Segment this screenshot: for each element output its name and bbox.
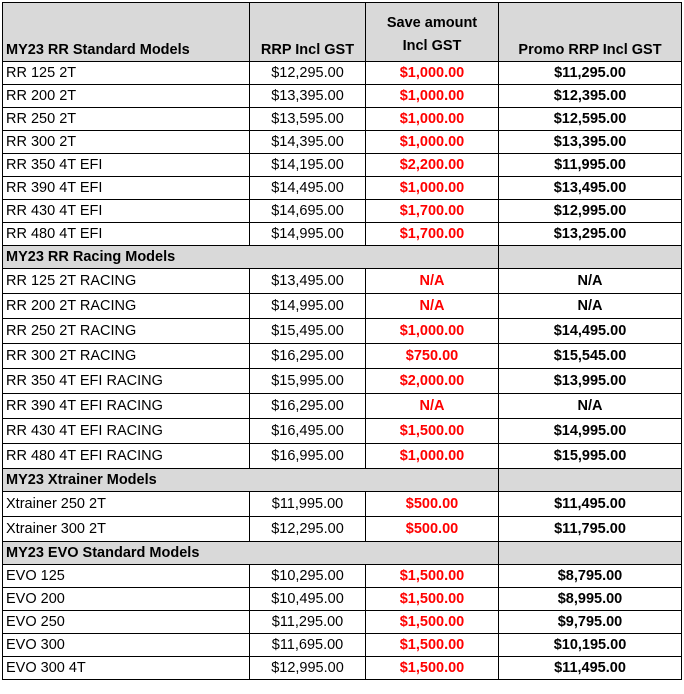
save-cell: $2,200.00 (366, 154, 499, 177)
promo-cell: N/A (499, 269, 682, 294)
promo-cell: $12,995.00 (499, 200, 682, 223)
save-cell: N/A (366, 294, 499, 319)
promo-cell: $8,995.00 (499, 588, 682, 611)
promo-cell: $8,795.00 (499, 565, 682, 588)
table-row (3, 517, 682, 542)
rrp-cell: $12,995.00 (250, 657, 366, 680)
table-row (3, 269, 682, 294)
rrp-cell: $14,695.00 (250, 200, 366, 223)
header-row (3, 3, 682, 62)
table-row (3, 657, 682, 680)
save-cell: $1,500.00 (366, 634, 499, 657)
promo-cell: $11,495.00 (499, 657, 682, 680)
save-cell: $750.00 (366, 344, 499, 369)
model-cell: RR 250 2T RACING (3, 319, 250, 344)
model-cell: RR 125 2T (3, 62, 250, 85)
save-cell: $1,500.00 (366, 657, 499, 680)
model-cell: RR 300 2T (3, 131, 250, 154)
promo-cell: $11,295.00 (499, 62, 682, 85)
model-cell: EVO 300 (3, 634, 250, 657)
promo-cell: $15,995.00 (499, 444, 682, 469)
section-title: MY23 RR Racing Models (3, 246, 499, 269)
promo-cell: $11,495.00 (499, 492, 682, 517)
save-cell: $2,000.00 (366, 369, 499, 394)
save-cell: $1,000.00 (366, 108, 499, 131)
table-row (3, 154, 682, 177)
table-row (3, 444, 682, 469)
save-cell: $500.00 (366, 492, 499, 517)
table-row (3, 394, 682, 419)
table-row (3, 369, 682, 394)
model-cell: RR 125 2T RACING (3, 269, 250, 294)
rrp-cell: $14,995.00 (250, 294, 366, 319)
table-row (3, 85, 682, 108)
promo-cell: $10,195.00 (499, 634, 682, 657)
section-header-row (3, 246, 682, 269)
model-cell: EVO 250 (3, 611, 250, 634)
price-table (2, 2, 682, 680)
promo-cell: $12,595.00 (499, 108, 682, 131)
model-cell: Xtrainer 250 2T (3, 492, 250, 517)
model-cell: RR 300 2T RACING (3, 344, 250, 369)
rrp-cell: $16,295.00 (250, 344, 366, 369)
table-row (3, 319, 682, 344)
rrp-cell: $12,295.00 (250, 62, 366, 85)
model-cell: RR 430 4T EFI RACING (3, 419, 250, 444)
rrp-cell: $11,995.00 (250, 492, 366, 517)
table-row (3, 565, 682, 588)
save-cell: $1,500.00 (366, 588, 499, 611)
rrp-cell: $14,395.00 (250, 131, 366, 154)
table-row (3, 588, 682, 611)
rrp-cell: $12,295.00 (250, 517, 366, 542)
table-row (3, 344, 682, 369)
model-cell: RR 250 2T (3, 108, 250, 131)
save-cell: $1,500.00 (366, 565, 499, 588)
rrp-cell: $10,495.00 (250, 588, 366, 611)
rrp-cell: $13,595.00 (250, 108, 366, 131)
section-title: MY23 EVO Standard Models (3, 542, 499, 565)
rrp-cell: $11,295.00 (250, 611, 366, 634)
table-row (3, 108, 682, 131)
table-row (3, 419, 682, 444)
section-title: MY23 Xtrainer Models (3, 469, 499, 492)
header-save-line2: Incl GST (402, 38, 462, 54)
model-cell: RR 350 4T EFI RACING (3, 369, 250, 394)
save-cell: $1,000.00 (366, 62, 499, 85)
rrp-cell: $10,295.00 (250, 565, 366, 588)
rrp-cell: $15,995.00 (250, 369, 366, 394)
promo-cell: $11,795.00 (499, 517, 682, 542)
header-save-line1: Save amount (386, 15, 478, 31)
promo-cell: $14,495.00 (499, 319, 682, 344)
header-rrp: RRP Incl GST (250, 3, 366, 62)
section-blank-cell (499, 246, 682, 269)
header-save (366, 3, 499, 62)
table-row (3, 294, 682, 319)
save-cell: $1,700.00 (366, 223, 499, 246)
model-cell: RR 200 2T RACING (3, 294, 250, 319)
model-cell: RR 350 4T EFI (3, 154, 250, 177)
promo-cell: $13,995.00 (499, 369, 682, 394)
rrp-cell: $13,495.00 (250, 269, 366, 294)
table-row (3, 492, 682, 517)
model-cell: Xtrainer 300 2T (3, 517, 250, 542)
promo-cell: $13,395.00 (499, 131, 682, 154)
rrp-cell: $13,395.00 (250, 85, 366, 108)
rrp-cell: $15,495.00 (250, 319, 366, 344)
header-model: MY23 RR Standard Models (3, 3, 250, 62)
model-cell: EVO 125 (3, 565, 250, 588)
table-row (3, 62, 682, 85)
section-header-row (3, 542, 682, 565)
save-cell: N/A (366, 394, 499, 419)
promo-cell: N/A (499, 394, 682, 419)
model-cell: RR 430 4T EFI (3, 200, 250, 223)
model-cell: EVO 200 (3, 588, 250, 611)
table-row (3, 634, 682, 657)
section-header-row (3, 469, 682, 492)
save-cell: $1,500.00 (366, 419, 499, 444)
table-row (3, 611, 682, 634)
table-row (3, 200, 682, 223)
table-body (3, 3, 682, 680)
rrp-cell: $14,195.00 (250, 154, 366, 177)
promo-cell: $12,395.00 (499, 85, 682, 108)
rrp-cell: $16,495.00 (250, 419, 366, 444)
save-cell: $1,700.00 (366, 200, 499, 223)
save-cell: $500.00 (366, 517, 499, 542)
model-cell: RR 200 2T (3, 85, 250, 108)
model-cell: RR 480 4T EFI RACING (3, 444, 250, 469)
promo-cell: N/A (499, 294, 682, 319)
promo-cell: $15,545.00 (499, 344, 682, 369)
save-cell: $1,000.00 (366, 85, 499, 108)
promo-cell: $13,295.00 (499, 223, 682, 246)
table-row (3, 177, 682, 200)
rrp-cell: $14,995.00 (250, 223, 366, 246)
rrp-cell: $16,295.00 (250, 394, 366, 419)
promo-cell: $13,495.00 (499, 177, 682, 200)
model-cell: RR 390 4T EFI (3, 177, 250, 200)
table-row (3, 131, 682, 154)
save-cell: $1,500.00 (366, 611, 499, 634)
section-blank-cell (499, 469, 682, 492)
model-cell: EVO 300 4T (3, 657, 250, 680)
promo-cell: $14,995.00 (499, 419, 682, 444)
save-cell: $1,000.00 (366, 177, 499, 200)
promo-cell: $11,995.00 (499, 154, 682, 177)
promo-cell: $9,795.00 (499, 611, 682, 634)
section-blank-cell (499, 542, 682, 565)
model-cell: RR 480 4T EFI (3, 223, 250, 246)
table-row (3, 223, 682, 246)
header-promo: Promo RRP Incl GST (499, 3, 682, 62)
rrp-cell: $16,995.00 (250, 444, 366, 469)
save-cell: $1,000.00 (366, 444, 499, 469)
model-cell: RR 390 4T EFI RACING (3, 394, 250, 419)
save-cell: $1,000.00 (366, 319, 499, 344)
save-cell: $1,000.00 (366, 131, 499, 154)
save-cell: N/A (366, 269, 499, 294)
rrp-cell: $11,695.00 (250, 634, 366, 657)
rrp-cell: $14,495.00 (250, 177, 366, 200)
